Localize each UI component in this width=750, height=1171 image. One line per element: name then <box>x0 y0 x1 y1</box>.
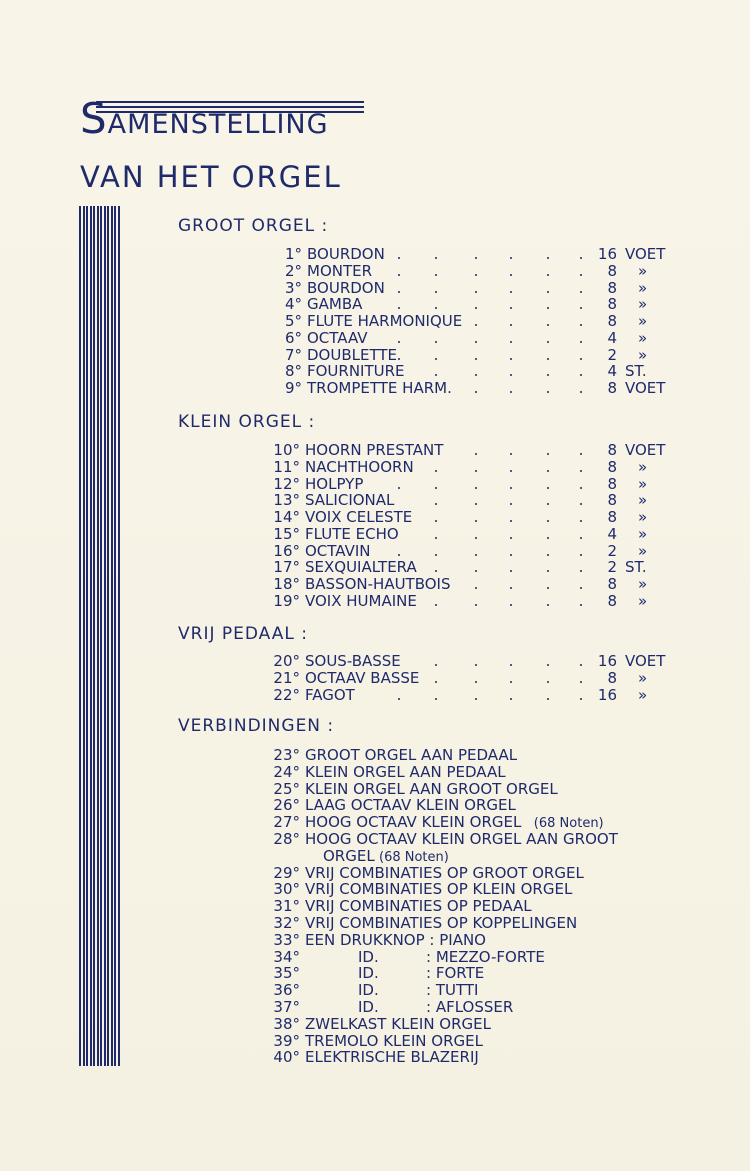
stop-unit: » <box>638 541 648 560</box>
stop-name: NACHTHOORN <box>305 457 414 476</box>
leader-dot <box>475 257 477 259</box>
stop-name: VOIX HUMAINE <box>305 591 417 610</box>
stop-row <box>0 576 750 593</box>
stop-number: 22° <box>273 685 300 704</box>
connection-text: EEN DRUKKNOP : PIANO <box>305 930 486 949</box>
leader-dot <box>547 487 549 489</box>
connection-row <box>0 814 750 831</box>
stop-unit: » <box>638 474 648 493</box>
leader-dot <box>547 554 549 556</box>
stop-size: 8 <box>607 379 617 397</box>
connection-row <box>0 848 750 865</box>
stop-number: 15° <box>273 524 300 543</box>
stop-name: FOURNITURE <box>307 362 405 381</box>
leader-dot <box>398 257 400 259</box>
leader-dot <box>475 537 477 539</box>
leader-dot <box>475 274 477 276</box>
leader-dot <box>435 537 437 539</box>
leader-dot <box>547 391 549 393</box>
stop-number: 14° <box>273 508 300 526</box>
leader-dot <box>435 358 437 360</box>
leader-dot <box>547 453 549 455</box>
stop-number: 5° <box>284 312 302 330</box>
stop-size: 8 <box>607 591 617 610</box>
stop-row <box>0 280 750 297</box>
stop-row <box>0 330 750 347</box>
stop-number: 3° <box>284 278 302 297</box>
stop-unit: VOET <box>625 245 666 263</box>
stop-number: 7° <box>284 345 302 364</box>
stop-unit: ST. <box>625 558 647 577</box>
stop-unit: VOET <box>625 652 666 670</box>
leader-dot <box>435 604 437 606</box>
stop-name: SOUS-BASSE <box>305 652 401 670</box>
connection-row <box>0 965 750 982</box>
connection-row <box>0 898 750 915</box>
connection-text: KLEIN ORGEL AAN GROOT ORGEL <box>305 779 558 798</box>
leader-dot <box>510 470 512 472</box>
connection-function: : TUTTI <box>426 981 479 1000</box>
leader-dot <box>580 291 582 293</box>
connection-text: HOOG OCTAAV KLEIN ORGEL AAN GROOT <box>305 830 618 848</box>
leader-dot <box>547 324 549 326</box>
stop-size: 8 <box>607 441 617 459</box>
stop-number: 13° <box>273 491 300 510</box>
stop-number: 12° <box>273 474 300 493</box>
leader-dot <box>510 291 512 293</box>
stop-name: SALICIONAL <box>305 491 395 510</box>
connection-function: : MEZZO-FORTE <box>426 947 545 966</box>
stop-size: 8 <box>607 668 617 687</box>
leader-dot <box>510 274 512 276</box>
stop-name: OCTAAV <box>307 328 368 347</box>
connection-row <box>0 781 750 798</box>
leader-dot <box>510 487 512 489</box>
connection-text: ID. <box>358 947 379 966</box>
leader-dot <box>510 554 512 556</box>
stop-unit: ST. <box>625 362 647 381</box>
leader-dot <box>510 341 512 343</box>
leader-dot <box>398 487 400 489</box>
connection-number: 38° <box>273 1014 300 1033</box>
connection-text: GROOT ORGEL AAN PEDAAL <box>305 746 518 764</box>
stop-number: 10° <box>273 441 300 459</box>
stop-unit: » <box>638 261 648 280</box>
leader-dot <box>580 587 582 589</box>
stop-row <box>0 296 750 313</box>
leader-dot <box>547 257 549 259</box>
stop-size: 8 <box>607 312 617 330</box>
leader-dot <box>475 391 477 393</box>
connection-row <box>0 915 750 932</box>
stop-size: 16 <box>597 652 617 670</box>
leader-dot <box>435 520 437 522</box>
connection-number: 37° <box>273 998 300 1016</box>
leader-dot <box>475 358 477 360</box>
stop-row <box>0 347 750 364</box>
stop-row <box>0 593 750 610</box>
connection-text: ZWELKAST KLEIN ORGEL <box>305 1014 491 1033</box>
stop-row <box>0 380 750 397</box>
leader-dot <box>475 664 477 666</box>
stop-size: 8 <box>607 474 617 493</box>
leader-dot <box>435 470 437 472</box>
stop-unit: » <box>638 591 648 610</box>
leader-dot <box>580 274 582 276</box>
stop-name: BOURDON <box>307 245 385 263</box>
leader-dot <box>510 537 512 539</box>
leader-dot <box>510 681 512 683</box>
leader-dot <box>510 587 512 589</box>
stop-size: 8 <box>607 575 617 593</box>
leader-dot <box>475 698 477 700</box>
stop-unit: » <box>638 491 648 510</box>
leader-dot <box>580 554 582 556</box>
leader-dot <box>580 453 582 455</box>
connection-text: ID. <box>358 981 379 1000</box>
connection-row <box>0 982 750 999</box>
stop-size: 8 <box>607 278 617 297</box>
connection-text: ELEKTRISCHE BLAZERIJ <box>305 1048 479 1067</box>
stop-number: 20° <box>273 652 300 670</box>
leader-dot <box>510 698 512 700</box>
stop-unit: » <box>638 345 648 364</box>
leader-dot <box>580 698 582 700</box>
leader-dot <box>475 470 477 472</box>
connection-text: KLEIN ORGEL AAN PEDAAL <box>305 762 506 781</box>
leader-dot <box>475 291 477 293</box>
stop-size: 8 <box>607 508 617 526</box>
leader-dot <box>475 453 477 455</box>
stop-row <box>0 313 750 330</box>
stop-row <box>0 509 750 526</box>
connection-text: VRIJ COMBINATIES OP PEDAAL <box>305 897 532 916</box>
connection-text: ORGEL <box>323 846 375 865</box>
leader-dot <box>398 554 400 556</box>
stop-size: 4 <box>607 362 617 381</box>
stop-name: MONTER <box>307 261 373 280</box>
stop-size: 8 <box>607 261 617 280</box>
leader-dot <box>398 274 400 276</box>
leader-dot <box>547 520 549 522</box>
stop-number: 11° <box>273 457 300 476</box>
connection-text: ID. <box>358 964 379 983</box>
stop-size: 8 <box>607 295 617 314</box>
stop-row <box>0 526 750 543</box>
connection-number: 33° <box>273 930 300 949</box>
connection-function: : FORTE <box>426 964 485 983</box>
leader-dot <box>510 358 512 360</box>
connection-number: 27° <box>273 813 300 832</box>
stop-size: 2 <box>607 558 617 577</box>
leader-dot <box>510 324 512 326</box>
stop-number: 9° <box>284 379 302 397</box>
leader-dot <box>547 470 549 472</box>
stop-number: 17° <box>273 558 300 577</box>
leader-dot <box>580 324 582 326</box>
leader-dot <box>435 698 437 700</box>
connection-row <box>0 1049 750 1066</box>
connection-number: 25° <box>273 779 300 798</box>
leader-dot <box>475 520 477 522</box>
stop-row <box>0 492 750 509</box>
leader-dot <box>580 664 582 666</box>
connection-number: 35° <box>273 964 300 983</box>
page-title-line2: VAN HET ORGEL <box>80 160 342 194</box>
stop-size: 8 <box>607 491 617 510</box>
leader-dot <box>475 487 477 489</box>
connection-function: : AFLOSSER <box>426 998 514 1016</box>
connection-row <box>0 747 750 764</box>
leader-dot <box>475 324 477 326</box>
leader-dot <box>435 341 437 343</box>
connection-text: TREMOLO KLEIN ORGEL <box>305 1031 483 1050</box>
leader-dot <box>475 604 477 606</box>
stop-name: HOLPYP <box>305 474 364 493</box>
leader-dot <box>510 453 512 455</box>
section-heading: GROOT ORGEL : <box>178 216 329 236</box>
connection-row <box>0 764 750 781</box>
stop-unit: VOET <box>625 441 666 459</box>
connection-note: (68 Noten) <box>379 849 449 865</box>
title-rest: AMENSTELLING <box>107 109 329 140</box>
connection-number: 39° <box>273 1031 300 1050</box>
stop-name: TROMPETTE HARM. <box>307 379 452 397</box>
stop-unit: » <box>638 685 648 704</box>
leader-dot <box>435 274 437 276</box>
stop-name: VOIX CELESTE <box>305 508 413 526</box>
connection-row <box>0 1016 750 1033</box>
stop-name: HOORN PRESTANT <box>305 441 444 459</box>
leader-dot <box>398 291 400 293</box>
stop-unit: VOET <box>625 379 666 397</box>
leader-dot <box>580 391 582 393</box>
stop-row <box>0 559 750 576</box>
stop-unit: » <box>638 328 648 347</box>
leader-dot <box>547 341 549 343</box>
leader-dot <box>547 664 549 666</box>
stop-row <box>0 687 750 704</box>
connection-row <box>0 831 750 848</box>
stop-row <box>0 442 750 459</box>
stop-size: 4 <box>607 524 617 543</box>
connection-text: VRIJ COMBINATIES OP GROOT ORGEL <box>305 863 584 882</box>
stop-row <box>0 653 750 670</box>
stop-name: GAMBA <box>307 295 363 314</box>
connection-number: 26° <box>273 796 300 815</box>
stop-unit: » <box>638 524 648 543</box>
leader-dot <box>475 341 477 343</box>
connection-number: 32° <box>273 914 300 932</box>
leader-dot <box>475 587 477 589</box>
stop-number: 21° <box>273 668 300 687</box>
leader-dot <box>580 520 582 522</box>
connection-number: 34° <box>273 947 300 966</box>
leader-dot <box>510 604 512 606</box>
section-heading: KLEIN ORGEL : <box>178 412 316 432</box>
stop-unit: » <box>638 668 648 687</box>
stop-name: FLUTE ECHO <box>305 524 399 543</box>
stop-row <box>0 670 750 687</box>
stop-unit: » <box>638 312 648 330</box>
stop-size: 16 <box>597 245 617 263</box>
leader-dot <box>580 604 582 606</box>
stop-size: 2 <box>607 345 617 364</box>
stop-row <box>0 263 750 280</box>
leader-dot <box>547 681 549 683</box>
section-heading: VERBINDINGEN : <box>178 716 335 736</box>
leader-dot <box>510 664 512 666</box>
leader-dot <box>547 604 549 606</box>
leader-dot <box>547 537 549 539</box>
stop-unit: » <box>638 575 648 593</box>
connection-number: 36° <box>273 981 300 1000</box>
leader-dot <box>435 257 437 259</box>
connection-row <box>0 881 750 898</box>
leader-dot <box>547 291 549 293</box>
connection-text: VRIJ COMBINATIES OP KOPPELINGEN <box>305 914 578 932</box>
page-title-line1 <box>80 94 329 143</box>
connection-number: 30° <box>273 880 300 899</box>
stop-row <box>0 246 750 263</box>
leader-dot <box>580 341 582 343</box>
leader-dot <box>580 470 582 472</box>
leader-dot <box>547 358 549 360</box>
connection-text: LAAG OCTAAV KLEIN ORGEL <box>305 796 516 815</box>
leader-dot <box>580 537 582 539</box>
leader-dot <box>398 341 400 343</box>
connection-number: 28° <box>273 830 300 848</box>
leader-dot <box>435 554 437 556</box>
stop-number: 16° <box>273 541 300 560</box>
connection-row <box>0 797 750 814</box>
leader-dot <box>547 587 549 589</box>
connection-number: 24° <box>273 762 300 781</box>
stop-name: SEXQUIALTERA <box>305 558 417 577</box>
leader-dot <box>398 698 400 700</box>
stop-number: 2° <box>284 261 302 280</box>
stop-size: 16 <box>597 685 617 704</box>
leader-dot <box>580 358 582 360</box>
connection-row <box>0 932 750 949</box>
stop-unit: » <box>638 278 648 297</box>
leader-dot <box>510 257 512 259</box>
title-initial: S <box>80 94 108 143</box>
connection-number: 31° <box>273 897 300 916</box>
stop-number: 8° <box>284 362 302 381</box>
connection-row <box>0 999 750 1016</box>
leader-dot <box>510 391 512 393</box>
stop-row <box>0 543 750 560</box>
leader-dot <box>475 554 477 556</box>
connection-text: VRIJ COMBINATIES OP KLEIN ORGEL <box>305 880 573 899</box>
stop-size: 8 <box>607 457 617 476</box>
connection-note: (68 Noten) <box>533 816 604 832</box>
leader-dot <box>398 358 400 360</box>
stop-number: 6° <box>284 328 302 347</box>
stop-row <box>0 476 750 493</box>
stop-unit: » <box>638 508 648 526</box>
connection-row <box>0 865 750 882</box>
leader-dot <box>475 681 477 683</box>
leader-dot <box>435 681 437 683</box>
stop-number: 4° <box>284 295 302 314</box>
leader-dot <box>547 274 549 276</box>
leader-dot <box>435 487 437 489</box>
stop-unit: » <box>638 295 648 314</box>
connection-row <box>0 1033 750 1050</box>
stop-name: DOUBLETTE <box>307 345 397 364</box>
leader-dot <box>435 291 437 293</box>
connection-text: HOOG OCTAAV KLEIN ORGEL <box>305 813 522 832</box>
leader-dot <box>580 487 582 489</box>
stop-unit: » <box>638 457 648 476</box>
connection-number: 40° <box>273 1048 300 1067</box>
stop-number: 19° <box>273 591 300 610</box>
leader-dot <box>547 698 549 700</box>
connection-text: ID. <box>358 998 379 1016</box>
stop-size: 2 <box>607 541 617 560</box>
stop-size: 4 <box>607 328 617 347</box>
stop-row <box>0 459 750 476</box>
stop-number: 18° <box>273 575 300 593</box>
stop-name: BASSON-HAUTBOIS <box>305 575 451 593</box>
stop-name: OCTAAV BASSE <box>305 668 420 687</box>
stop-name: FLUTE HARMONIQUE <box>307 312 463 330</box>
stop-name: BOURDON <box>307 278 385 297</box>
stop-name: OCTAVIN <box>305 541 371 560</box>
connection-number: 29° <box>273 863 300 882</box>
section-heading: VRIJ PEDAAL : <box>178 624 308 644</box>
stop-number: 1° <box>284 245 302 263</box>
leader-dot <box>580 257 582 259</box>
connection-row <box>0 949 750 966</box>
stop-row <box>0 363 750 380</box>
leader-dot <box>580 681 582 683</box>
connection-number: 23° <box>273 746 300 764</box>
leader-dot <box>510 520 512 522</box>
leader-dot <box>435 664 437 666</box>
stop-name: FAGOT <box>305 685 355 704</box>
